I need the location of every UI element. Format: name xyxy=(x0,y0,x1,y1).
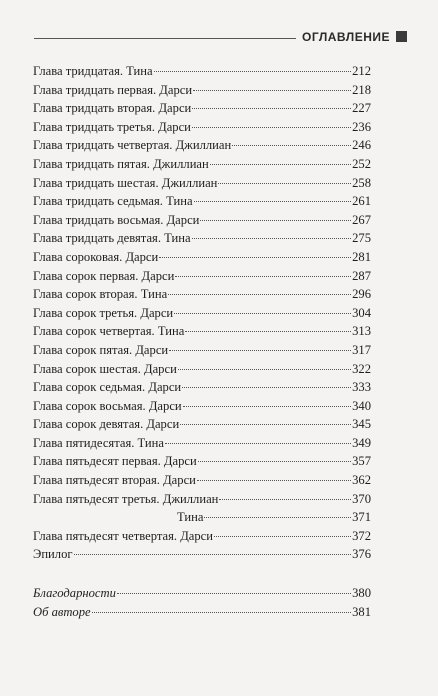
entry-title: Глава тридцать девятая. Тина xyxy=(33,231,191,246)
section-title: ОГЛАВЛЕНИЕ xyxy=(302,30,391,44)
chapter-entry[interactable] xyxy=(33,454,371,473)
dot-leader xyxy=(210,163,351,165)
chapter-entry[interactable] xyxy=(33,194,371,213)
entry-page-number: 322 xyxy=(352,361,371,376)
entry-page-number: 236 xyxy=(352,119,371,134)
dot-leader xyxy=(185,330,351,332)
chapter-entry[interactable] xyxy=(33,83,371,102)
chapter-entry[interactable] xyxy=(33,120,371,139)
chapter-entry[interactable] xyxy=(33,399,371,418)
chapter-entry[interactable] xyxy=(33,231,371,250)
entry-title: Глава пятьдесят третья. Джиллиан xyxy=(33,491,219,506)
entry-title: Благодарности xyxy=(33,586,116,601)
dot-leader xyxy=(214,535,351,537)
entry-title: Глава тридцать седьмая. Тина xyxy=(33,194,193,209)
header-rule xyxy=(34,38,296,39)
entry-page-number: 267 xyxy=(352,212,371,227)
dot-leader xyxy=(92,611,351,613)
running-header xyxy=(34,29,404,49)
chapter-entry[interactable] xyxy=(33,547,371,566)
entry-page-number: 261 xyxy=(352,194,371,209)
dot-leader xyxy=(197,479,351,481)
entry-page-number: 313 xyxy=(352,324,371,339)
chapter-entry[interactable] xyxy=(33,417,371,436)
entry-page-number: 349 xyxy=(352,435,371,450)
entry-title: Тина xyxy=(177,510,204,525)
entry-title: Глава тридцатая. Тина xyxy=(33,64,153,78)
back-matter-entry[interactable] xyxy=(33,605,371,624)
entry-page-number: 218 xyxy=(352,82,371,97)
entry-title: Глава сорок шестая. Дарси xyxy=(33,361,177,376)
entry-title: Глава тридцать пятая. Джиллиан xyxy=(33,156,209,171)
chapter-entry[interactable] xyxy=(33,510,371,529)
dot-leader xyxy=(183,405,351,407)
chapter-entry[interactable] xyxy=(33,64,371,83)
chapter-entry[interactable] xyxy=(33,343,371,362)
entry-page-number: 275 xyxy=(352,231,371,246)
dot-leader xyxy=(193,89,351,91)
entry-page-number: 370 xyxy=(352,491,371,506)
chapter-entry[interactable] xyxy=(33,269,371,288)
entry-page-number: 362 xyxy=(352,473,371,488)
entry-page-number: 345 xyxy=(352,417,371,432)
dot-leader xyxy=(204,516,351,518)
entry-title: Глава сороковая. Дарси xyxy=(33,249,159,264)
dot-leader xyxy=(182,386,351,388)
dot-leader xyxy=(218,182,351,184)
dot-leader xyxy=(232,144,351,146)
entry-title: Глава тридцать вторая. Дарси xyxy=(33,101,192,116)
entry-page-number: 258 xyxy=(352,175,371,190)
dot-leader xyxy=(180,423,351,425)
entry-page-number: 304 xyxy=(352,305,371,320)
chapter-entry[interactable] xyxy=(33,492,371,511)
entry-page-number: 317 xyxy=(352,342,371,357)
entry-title: Глава пятидесятая. Тина xyxy=(33,435,164,450)
dot-leader xyxy=(168,293,351,295)
entry-page-number: 287 xyxy=(352,268,371,283)
entry-title: Глава пятьдесят вторая. Дарси xyxy=(33,473,196,488)
chapter-entry[interactable] xyxy=(33,380,371,399)
dot-leader xyxy=(194,200,352,202)
entry-title: Эпилог xyxy=(33,547,73,562)
dot-leader xyxy=(165,442,351,444)
entry-page-number: 357 xyxy=(352,454,371,469)
chapter-entry[interactable] xyxy=(33,362,371,381)
dot-leader xyxy=(192,107,351,109)
entry-page-number: 212 xyxy=(352,64,371,78)
entry-page-number: 333 xyxy=(352,380,371,395)
entry-title: Глава сорок третья. Дарси xyxy=(33,305,174,320)
entry-page-number: 252 xyxy=(352,156,371,171)
entry-title: Глава сорок восьмая. Дарси xyxy=(33,398,182,413)
chapter-entry[interactable] xyxy=(33,436,371,455)
chapter-entry[interactable] xyxy=(33,529,371,548)
chapter-entry[interactable] xyxy=(33,287,371,306)
entry-page-number: 372 xyxy=(352,528,371,543)
entry-page-number: 380 xyxy=(352,586,371,601)
entry-page-number: 281 xyxy=(352,249,371,264)
entry-page-number: 246 xyxy=(352,138,371,153)
chapter-entry[interactable] xyxy=(33,176,371,195)
entry-title: Глава сорок девятая. Дарси xyxy=(33,417,180,432)
dot-leader xyxy=(192,237,352,239)
table-of-contents xyxy=(33,64,371,623)
entry-title: Глава пятьдесят первая. Дарси xyxy=(33,454,197,469)
header-square-marker xyxy=(396,31,407,42)
dot-leader xyxy=(174,312,351,314)
entry-title: Глава тридцать восьмая. Дарси xyxy=(33,212,200,227)
dot-leader xyxy=(154,70,351,72)
chapter-entry[interactable] xyxy=(33,213,371,232)
chapter-entry[interactable] xyxy=(33,250,371,269)
entry-title: Глава сорок вторая. Тина xyxy=(33,287,168,302)
dot-leader xyxy=(74,553,352,555)
section-gap xyxy=(33,566,371,586)
dot-leader xyxy=(117,592,351,594)
entry-title: Глава тридцать четвертая. Джиллиан xyxy=(33,138,232,153)
dot-leader xyxy=(175,275,351,277)
chapter-entry[interactable] xyxy=(33,101,371,120)
entry-page-number: 381 xyxy=(352,604,371,619)
entry-page-number: 227 xyxy=(352,101,371,116)
dot-leader xyxy=(192,126,351,128)
chapter-entry[interactable] xyxy=(33,138,371,157)
entry-title: Глава тридцать первая. Дарси xyxy=(33,82,193,97)
chapter-entry[interactable] xyxy=(33,324,371,343)
chapter-entry[interactable] xyxy=(33,306,371,325)
entry-page-number: 296 xyxy=(352,287,371,302)
entry-title: Глава тридцать третья. Дарси xyxy=(33,119,191,134)
entry-title: Глава сорок четвертая. Тина xyxy=(33,324,185,339)
dot-leader xyxy=(159,256,351,258)
entry-title: Глава сорок седьмая. Дарси xyxy=(33,380,182,395)
chapter-entry[interactable] xyxy=(33,157,371,176)
dot-leader xyxy=(200,219,351,221)
chapter-entry[interactable] xyxy=(33,473,371,492)
dot-leader xyxy=(198,460,351,462)
entry-title: Глава тридцать шестая. Джиллиан xyxy=(33,175,218,190)
entry-title: Глава пятьдесят четвертая. Дарси xyxy=(33,528,214,543)
dot-leader xyxy=(169,349,351,351)
entry-title: Глава сорок пятая. Дарси xyxy=(33,342,169,357)
entry-title: Об авторе xyxy=(33,604,91,619)
entry-page-number: 376 xyxy=(352,547,371,562)
entry-page-number: 340 xyxy=(352,398,371,413)
entry-title: Глава сорок первая. Дарси xyxy=(33,268,175,283)
entry-page-number: 371 xyxy=(352,510,371,525)
dot-leader xyxy=(219,498,351,500)
back-matter-entry[interactable] xyxy=(33,586,371,605)
dot-leader xyxy=(178,368,351,370)
